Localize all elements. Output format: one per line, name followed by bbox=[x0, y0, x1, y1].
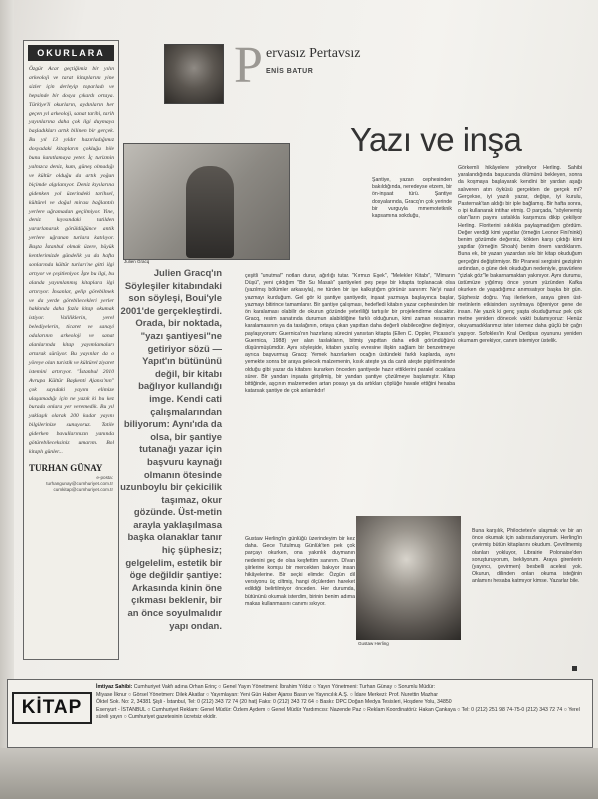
article-body-column-2: Gustaw Herling'in günlüğü üzerindeyim bir kez daha. Gece Tutulmuş Günlük'ten pek çok parçayı okurken, ona yakınlık duymanın nedenini geç de olsa keşfettim sanırım. Dîvan şiirlerine komşu bir mercekten bakıyor insan hikâyelerine. Bir seçki elimde: Özgün dil versiyonu üç ciltmiş, hangi ölçülerden hareket edildiği belirtilmiyor önceden. Her durumda, bütününü okumak isterdim, birinin benim adıma makas kullanmasını canımı sıkıyor. bbox=[245, 536, 355, 607]
readers-column-box bbox=[23, 40, 119, 660]
article-end-mark bbox=[572, 666, 577, 671]
portrait-caption: Gustaw Herling bbox=[358, 641, 389, 646]
contact-label: e-posta: bbox=[96, 474, 113, 480]
column-initial-letter: P bbox=[234, 37, 263, 94]
article-spot-text: Julien Gracq'ın Söyleşiler kitabındaki son söyleşi, Boui'yle 2001'de gerçekleştirdi. Orada, bir noktada, "yazı şantiyesi"ne getiriyor sözü — Yapıt'ın bütününü değil, bir kitabı bağlıyor kullandığı imge. Kendi cati çalışmalarından biliyorum: Aynı'ıda da olsa, bir şantiye tutanağı yazar için başvuru kaynağı olmanın ötesinde uzunboylu bir çekicilik taşımaz, okur gözünde. Üst-metin arayla yaklaşılmasa başka olanaklar tanır hiç şüphesiz; gelgelelim, estetik bir öge değildir şantiye: Arkasında kinin öne çıkması beklenir, bir an önce soyulmalıdır yapı ondan. bbox=[120, 268, 222, 632]
imprint-line-3: Öktel Sok. No: 2, 34381 Şişli - İstanbul, Tel: 0 (212) 343 72 74 (20 hat) Faks: 0 (212) 343 72 64 ○ Baskı: DPC Doğan Medya Tesisleri, Hoşdere Yolu, 34850 bbox=[96, 699, 452, 706]
column-title: ervasız Pertavsız bbox=[266, 46, 361, 61]
readers-column-contact bbox=[24, 473, 118, 493]
column-header bbox=[130, 37, 460, 108]
julien-gracq-photo bbox=[123, 143, 290, 260]
imprint-text bbox=[96, 684, 588, 722]
readers-column-signature: TURHAN GÜNAY bbox=[29, 462, 103, 473]
kitap-logo: KİTAP bbox=[12, 692, 92, 724]
photo-caption: Julien Gracq bbox=[124, 259, 150, 264]
readers-column-text: Özgür Acar geçtiğimiz bir yılın arkeoloji ve tarat kitaplarını yine sizler için derleyip toparladı ve hepsinde bir dosya çıkardı ortaya. Türkiye'li okurların, aydınların her geçen yıl arkeoloji, sanat tarihi, tarih yayınlarına daha çok ilgi duymaya başladıkları artık bilinen bir gerçek. Bu yıl 13 yıldır hazırladığımız dosyadaki kitapların çokluğu bile bunu kanıtlamaya yeter. İç turizmin yalnızca deniz, kum, güneş olmadığı ve kültür olduğu da artık yoğun biçimde algılanıyor. Deniz kıyılarına gidenken yol üzerindeki tarihsel, kültürel ve doğal mirası bağlantılı yerlere uğramadan geçilmiyor. Yine, deniz kıyısındaki tatilden yararlanarak görüldüğünce antik yerlere uğranan turlara katılıyor. Başta İstanbul olmak üzere, büyük kentlerimizde gündelik ya da hafta sonlarında kültür turları'ne gitti ilgi artıyor ve çeşitleniyor. İşte bu ilgi, bu alanda yayımlanmış kitaplara ilgi artırıyor. İnsanlar, gelip görebilmek ve da yerde görebilecekleri yerler hakkında daha fazla kitap okumak istiyor. Valiliklerin, yerel belediyelerin, ticaret ve sanayi odalarının arkeoloji ve sanat alanlarında kitap yayımlamaları artarak sürüyor. Bu yayınlar da o yöreye olan turistik ve kültürel ziyaret istemini artırıyor. "İstanbul 2010 Avrupa Kültür Başkenti Ajansı'nın" çok sayıdaki yayını elimize ulaşamadığı için ne yazık ki bu kez burada onlara yer veremedik. Bu yıl yaklaşık olarak 200 kadar yayını bilgilerinize sunuyoruz. Tatile giderken bavullarınızın yanında götürebileceksiniz umarım. Bol kitaplı günler... bbox=[29, 66, 114, 455]
imprint-line-1 bbox=[96, 684, 588, 692]
imprint-line-4: Esenyurt - İSTANBUL ○ Cumhuriyet Reklam: Genel Müdür: Özlem Aydem ○ Genel Müdür Yardımcısı: Nazende Paz ○ Reklam Koordinatörü: Hakan Çankaya ○ Tel: 0 (212) 251 98 74-75-0 (212) 343 72 74 ○ Yerel süreli yayın ○ Cumhuriyet gazetesinin ücretsiz ekidir. bbox=[96, 706, 580, 721]
article-headline: Yazı ve inşa bbox=[350, 121, 522, 158]
column-author: ENİS BATUR bbox=[266, 68, 314, 75]
page-bottom-edge bbox=[0, 748, 598, 799]
gustaw-herling-portrait bbox=[356, 516, 461, 640]
imprint-line-2: Miyase İlknur ○ Görsel Yönetmen: Dilek Akatlar ○ Yayımlayan: Yeni Gün Haber Ajansı Basın ve Yayıncılık A.Ş. ○ İdare Merkezi: Prof. Nurettin Mazhar bbox=[96, 691, 438, 698]
readers-column-header: OKURLARA bbox=[28, 45, 114, 61]
contact-email-2: cumkitap@cumhuriyet.com.tr bbox=[53, 486, 113, 492]
contact-email-1: turhangunay@cumhuriyet.com.tr bbox=[46, 480, 113, 486]
imprint-owner-label: İmtiyaz Sahibi: bbox=[96, 684, 133, 690]
article-body-column-4: Buna karşılık, Philoctetes'e ulaşmak ve bir an önce okumak için sabırsızlanıyorum. Herling'in çevirmiş bütün kitaplarını okudum. Çevrilmemiş olanları yokluyor, Librairie Polonaise'den soruşturuyorum, bekliyorum. Araya girenlerin (yayıncı, çevirmen) besbelli acelesi yok. Okurun, dilinden onları okuma isteğinin anlamını hesaba katmıyor kimse. Yazarlar bile. bbox=[472, 528, 582, 585]
columnist-photo bbox=[164, 44, 224, 104]
article-body-column-1: çeşitli "unutma!" notları durur, ağırlığı tutar. "Kırmızı Eşek", "Melekler Kitabı", "Mimarın Düşü", yeni çıktığım "Bir Su Masalı" şantiyeleri peş peşe bir kitapta toplanacak olsa (yazılmış bölümler arkasıyla), ne türden bir işe kalkıştığım görünür sanırım: Ne'yi nasıl yazmayı kurduğum. Gel gör ki şantiye şantiyedir, inşaat yazmaya başlayınca başlar, yazmayı bitirince tamamlanır. Bir şantiye çalışması, hedefledi kitabın yazar cephesinden bir ön karalaması olabilir de okurun gözünde yeterliliği tartışılır bir projelendirme olacaktır. Gracq, resim sanatında durumun alabildiğine farklı olduğunun, kimi zaman ressamın karalamasının ya da taslağının, ortaya çıkan yapıttan daha değerli olabileceğine değiniyor, paylaşıyorum: Guernica'nın hazırlanış sürecini yansıtan kitapta (Ellen C. Oppler, Picasso's Guernica, 1988) yer alan taslakların, bitmiş yapıttan daha etkili göründüğünü düşünmüşümdür. Aynı söyleşide, kitabın yazılış evresine ilişkin sağlam bir benzetmeye ayrıca başvurmuş Gracq: Yemek hazırlarken ocağın üstündeki farklı kaplarda, aynı yemekte sonra bir araya gelecek malzemenin, kısık ateşte ya da canlı ateşte pişirilmesinde olduğu gibi yazar da kitabını kurarken önceden şantiyede hazır ettiklerini paralel ocaklara sürer. Bir yandan inşaata girişilmiş, bir yandan şantiye çözülmeye başlamıştır. Kitap bittiğinde, aşçının malzemeden artan posayı ya da artıkları çöplüğe havale ettiğini hesaba katarsak şantiye de çok anlamlıdır! bbox=[245, 273, 455, 395]
imprint-line-1-text: Cumhuriyet Vakfı adına Orhan Erinç ○ Genel Yayın Yönetmeni: İbrahim Yıldız ○ Yayın Yönetmeni: Turhan Günay ○ Sorumlu Müdür: bbox=[133, 684, 436, 690]
imprint-box bbox=[7, 679, 593, 748]
article-intro-text: Şantiye, yazan cephesinden bakıldığında, neredeyse etzem, bir ön-inşaat türü. Şantiye dosyalarında, Gracq'ın çok yerinde bir vurguyla mmemotetknik kapsamına sokduğu, bbox=[372, 177, 452, 220]
photo-subject-silhouette bbox=[186, 166, 234, 258]
article-body-column-3: Görkemli hikâyelere yöneliyor Herling. Sahibi yaralandığında başucunda ölümünü bekleyen, sonra da koşmaya başlayarak kendini bir yardan aşağı salıveren atın öyküsü gerçekten de gerçek mi? Gerçekse, iyi yazılı yazar, değişe, iyi kurulu, Pasternak'tan aldığı bir iple bağlamış. Bir hafta sonra, o ipi kullanarak intihar etmiş. O parçada, "söylenemiş olan"ların payını ustalıkla karşımıza dikip çekiliyor Herling. Floriterini sıkılıkla paylaşmadığım gördüm. Değer verdiği kimi yapıtlar (örneğin Leonor Fini'ninki) benim gözümde değersiz, kökten karşı çıktığı kimi yapıtlar (örneğin Shoah) benim önem vardıklarım. Buna ek, bir yazarı yazardan sıkı bir kitap okuduğum gerçeğini değiştirmiyor. Bir Piranesi sergisini gezişinin ardından, o güne dek okuduğun nedeniyle, gravürlere "çizlak göz"le bakarnamaktan yakınıyor. Aynı durumu, üstümüze yığılmış önce yorum yüzünden Kafka okurken de yaşadığımız anımsatıyor başka bir gün. Şüphesiz doğru. Yaş ilerlerken, araya giren üst-metinlerin etkisinden sıyrılmaya öğreniyor gene de insan. Ne yazık ki genç yaşta okuduğumuz pek çok metne yeniden dönecek vakti bulamıyoruz: Henüz okuyamadıklarımız ister istemez daha güçlü bir çağrı yapıyor. Sofokles'in Kral Oedipus oyununu yeniden okumam gerekiyor, canım istemiyor üstelik. bbox=[458, 165, 582, 344]
